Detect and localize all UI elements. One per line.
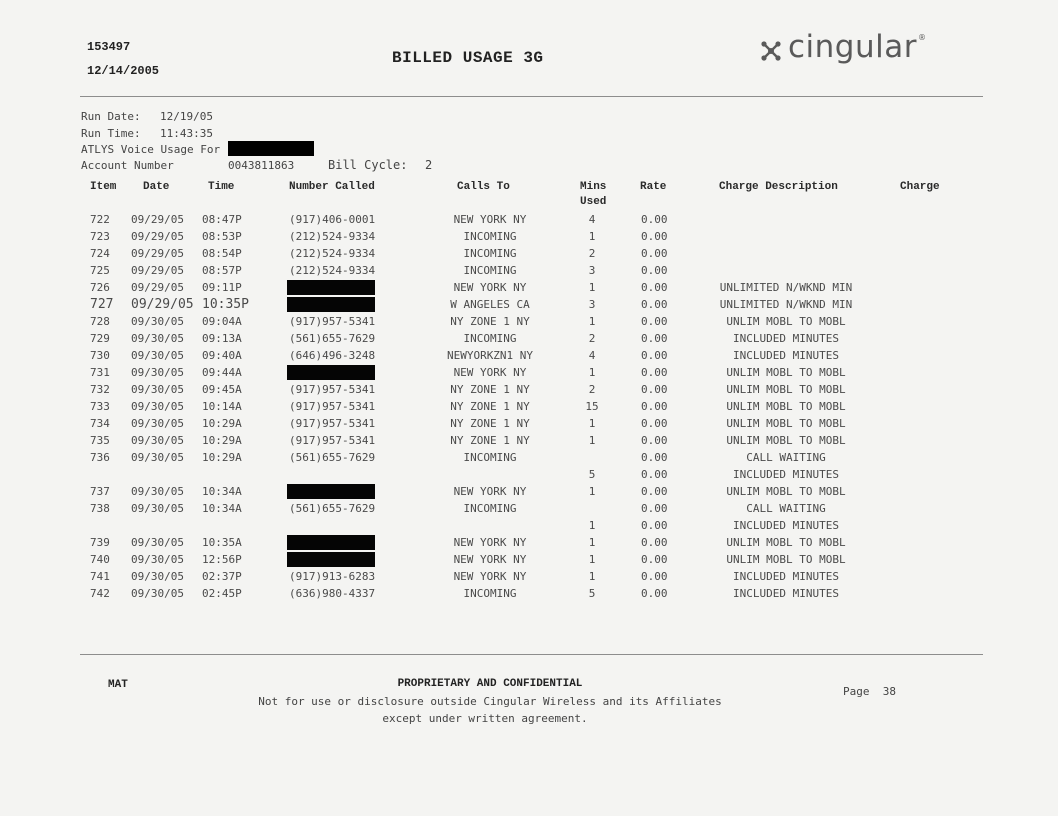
cell-charge-description: UNLIM MOBL TO MOBL: [726, 553, 846, 566]
cell-mins-used: 1: [588, 570, 596, 583]
cell-charge-description: INCLUDED MINUTES: [733, 468, 839, 481]
cell-date: 09/30/05: [131, 570, 184, 583]
redacted-number-block: [287, 297, 375, 312]
table-row: [0, 245, 1058, 262]
cell-item: 725: [90, 264, 110, 277]
cell-charge-description: INCLUDED MINUTES: [733, 332, 839, 345]
cell-number-called: (917)957-5341: [289, 315, 376, 328]
cell-item: 736: [90, 451, 110, 464]
cell-calls-to: NEW YORK NY: [453, 485, 527, 498]
footer-divider: [80, 654, 983, 655]
cell-time: 09:13A: [202, 332, 242, 345]
cell-time: 10:34A: [202, 485, 242, 498]
table-row: [0, 330, 1058, 347]
table-row: [0, 466, 1058, 483]
cell-mins-used: 4: [588, 213, 596, 226]
cell-item: 735: [90, 434, 110, 447]
cell-item: 724: [90, 247, 110, 260]
cell-number-called: (917)957-5341: [289, 400, 376, 413]
cell-rate: 0.00: [641, 485, 668, 498]
cell-item: 738: [90, 502, 110, 515]
cell-item: 723: [90, 230, 110, 243]
table-row: [0, 551, 1058, 568]
col-header-used: Used: [580, 196, 607, 208]
cell-mins-used: 1: [588, 536, 596, 549]
col-header-calls-to: Calls To: [457, 181, 510, 193]
cell-item: 733: [90, 400, 110, 413]
cell-number-called: (917)913-6283: [289, 570, 376, 583]
cell-item: 722: [90, 213, 110, 226]
cell-rate: 0.00: [641, 553, 668, 566]
cell-date: 09/30/05: [131, 451, 184, 464]
cell-item: 742: [90, 587, 110, 600]
cell-date: 09/30/05: [131, 536, 184, 549]
cell-item: 731: [90, 366, 110, 379]
cell-time: 10:34A: [202, 502, 242, 515]
run-time-label: Run Time:: [81, 127, 141, 140]
cell-rate: 0.00: [641, 366, 668, 379]
cell-number-called: (561)655-7629: [289, 502, 376, 515]
table-row: [0, 381, 1058, 398]
cell-calls-to: INCOMING: [463, 332, 517, 345]
cell-calls-to: NEW YORK NY: [453, 281, 527, 294]
cell-rate: 0.00: [641, 332, 668, 345]
cell-item: 739: [90, 536, 110, 549]
cell-rate: 0.00: [641, 434, 668, 447]
table-row: [0, 228, 1058, 245]
cell-date: 09/30/05: [131, 485, 184, 498]
cell-mins-used: 4: [588, 349, 596, 362]
redacted-number-block: [287, 365, 375, 380]
cell-number-called: (212)524-9334: [289, 264, 376, 277]
cell-time: 10:35P: [202, 297, 249, 312]
cell-charge-description: UNLIM MOBL TO MOBL: [726, 400, 846, 413]
cell-time: 09:45A: [202, 383, 242, 396]
page-label: Page: [843, 685, 870, 698]
table-row: [0, 211, 1058, 228]
cell-charge-description: CALL WAITING: [746, 451, 826, 464]
cell-mins-used: 2: [588, 332, 596, 345]
disclosure-line-2: except under written agreement.: [382, 712, 588, 725]
cell-rate: 0.00: [641, 400, 668, 413]
cell-calls-to: INCOMING: [463, 264, 517, 277]
cell-calls-to: W ANGELES CA: [450, 298, 530, 311]
col-header-charge: Charge: [900, 181, 940, 193]
cell-rate: 0.00: [641, 468, 668, 481]
cell-item: 730: [90, 349, 110, 362]
cingular-jack-icon: [758, 38, 784, 64]
footer-initials: MAT: [108, 679, 128, 691]
cell-rate: 0.00: [641, 264, 668, 277]
cell-calls-to: NEW YORK NY: [453, 553, 527, 566]
cell-date: 09/30/05: [131, 315, 184, 328]
cell-rate: 0.00: [641, 230, 668, 243]
cell-time: 09:44A: [202, 366, 242, 379]
cell-mins-used: 5: [588, 587, 596, 600]
page-number: 38: [882, 685, 896, 698]
cell-calls-to: NEW YORK NY: [453, 213, 527, 226]
document-id: 153497: [87, 40, 131, 54]
cell-calls-to: NY ZONE 1 NY: [450, 383, 530, 396]
table-row: [0, 483, 1058, 500]
cell-time: 10:29A: [202, 451, 242, 464]
cell-time: 02:45P: [202, 587, 242, 600]
logo-wordmark: cingular: [788, 29, 917, 65]
cell-item: 741: [90, 570, 110, 583]
col-header-rate: Rate: [640, 181, 667, 193]
cell-rate: 0.00: [641, 315, 668, 328]
cell-charge-description: UNLIM MOBL TO MOBL: [726, 485, 846, 498]
col-header-time: Time: [208, 181, 235, 193]
cell-time: 02:37P: [202, 570, 242, 583]
cell-item: 729: [90, 332, 110, 345]
cell-calls-to: INCOMING: [463, 502, 517, 515]
header-divider: [80, 96, 983, 97]
table-row: [0, 449, 1058, 466]
account-number-value: 0043811863: [228, 159, 295, 172]
cell-mins-used: 1: [588, 434, 596, 447]
page-title: BILLED USAGE 3G: [392, 49, 544, 67]
cell-mins-used: 1: [588, 366, 596, 379]
proprietary-notice: PROPRIETARY AND CONFIDENTIAL: [397, 678, 583, 690]
cell-charge-description: CALL WAITING: [746, 502, 826, 515]
cell-charge-description: UNLIM MOBL TO MOBL: [726, 434, 846, 447]
table-row: [0, 398, 1058, 415]
col-header-date: Date: [143, 181, 170, 193]
cell-item: 740: [90, 553, 110, 566]
table-row: [0, 415, 1058, 432]
cell-mins-used: 1: [588, 485, 596, 498]
cell-mins-used: 1: [588, 230, 596, 243]
table-row: [0, 262, 1058, 279]
cell-time: 10:29A: [202, 417, 242, 430]
cell-date: 09/29/05: [131, 297, 194, 312]
table-row: [0, 279, 1058, 296]
cell-calls-to: NY ZONE 1 NY: [450, 400, 530, 413]
cell-charge-description: INCLUDED MINUTES: [733, 519, 839, 532]
table-row: [0, 432, 1058, 449]
cell-charge-description: UNLIM MOBL TO MOBL: [726, 383, 846, 396]
cell-calls-to: INCOMING: [463, 247, 517, 260]
cell-time: 08:54P: [202, 247, 242, 260]
redacted-name-block: [228, 141, 314, 156]
cell-mins-used: 1: [588, 315, 596, 328]
cell-calls-to: NEWYORKZN1 NY: [446, 349, 534, 362]
cell-date: 09/29/05: [131, 281, 184, 294]
cell-item: 726: [90, 281, 110, 294]
cell-number-called: (212)524-9334: [289, 247, 376, 260]
cell-calls-to: NY ZONE 1 NY: [450, 417, 530, 430]
cell-rate: 0.00: [641, 247, 668, 260]
cell-number-called: (917)957-5341: [289, 417, 376, 430]
cell-item: 734: [90, 417, 110, 430]
cell-rate: 0.00: [641, 519, 668, 532]
cell-time: 10:14A: [202, 400, 242, 413]
cell-calls-to: INCOMING: [463, 587, 517, 600]
col-header-charge-description: Charge Description: [719, 181, 838, 193]
bill-cycle-value: 2: [425, 158, 433, 172]
cell-calls-to: NY ZONE 1 NY: [450, 434, 530, 447]
cell-date: 09/30/05: [131, 417, 184, 430]
cell-rate: 0.00: [641, 213, 668, 226]
cell-number-called: (917)957-5341: [289, 434, 376, 447]
table-row: [0, 364, 1058, 381]
cell-item: 737: [90, 485, 110, 498]
cell-calls-to: INCOMING: [463, 230, 517, 243]
bill-cycle-label: Bill Cycle:: [328, 158, 408, 172]
cell-calls-to: INCOMING: [463, 451, 517, 464]
cell-calls-to: NEW YORK NY: [453, 570, 527, 583]
cell-rate: 0.00: [641, 587, 668, 600]
cell-date: 09/30/05: [131, 553, 184, 566]
cell-date: 09/30/05: [131, 434, 184, 447]
cell-time: 10:35A: [202, 536, 242, 549]
table-row: [0, 347, 1058, 364]
cell-charge-description: INCLUDED MINUTES: [733, 349, 839, 362]
cell-item: 732: [90, 383, 110, 396]
run-date-label: Run Date:: [81, 110, 141, 123]
table-row: [0, 517, 1058, 534]
cell-number-called: (636)980-4337: [289, 587, 376, 600]
col-header-mins: Mins: [580, 181, 607, 193]
cell-calls-to: NEW YORK NY: [453, 536, 527, 549]
run-time-value: 11:43:35: [160, 127, 213, 140]
redacted-number-block: [287, 552, 375, 567]
cell-date: 09/30/05: [131, 349, 184, 362]
cell-rate: 0.00: [641, 570, 668, 583]
cell-date: 09/29/05: [131, 264, 184, 277]
registered-mark: ®: [917, 33, 926, 42]
cell-time: 09:40A: [202, 349, 242, 362]
cell-mins-used: 3: [588, 298, 596, 311]
cell-item: 727: [90, 297, 114, 312]
cell-rate: 0.00: [641, 383, 668, 396]
page-indicator: [843, 685, 896, 698]
cell-time: 12:56P: [202, 553, 242, 566]
redacted-number-block: [287, 484, 375, 499]
document-date: 12/14/2005: [87, 64, 160, 78]
cell-charge-description: UNLIM MOBL TO MOBL: [726, 417, 846, 430]
cell-rate: 0.00: [641, 417, 668, 430]
cell-charge-description: UNLIM MOBL TO MOBL: [726, 536, 846, 549]
table-row: [0, 585, 1058, 602]
redacted-number-block: [287, 535, 375, 550]
cell-date: 09/30/05: [131, 502, 184, 515]
cell-rate: 0.00: [641, 298, 668, 311]
cell-mins-used: 1: [588, 519, 596, 532]
cell-time: 09:04A: [202, 315, 242, 328]
cell-mins-used: 1: [588, 417, 596, 430]
cell-charge-description: UNLIMITED N/WKND MIN: [719, 281, 853, 294]
cingular-logo: [758, 27, 926, 67]
cell-number-called: (212)524-9334: [289, 230, 376, 243]
cell-mins-used: 2: [588, 383, 596, 396]
cell-time: 08:47P: [202, 213, 242, 226]
table-row: [0, 313, 1058, 330]
table-row: [0, 534, 1058, 551]
cell-rate: 0.00: [641, 281, 668, 294]
cell-date: 09/30/05: [131, 400, 184, 413]
cell-number-called: (646)496-3248: [289, 349, 376, 362]
cell-rate: 0.00: [641, 451, 668, 464]
table-row: [0, 500, 1058, 517]
table-row: [0, 568, 1058, 585]
cell-rate: 0.00: [641, 536, 668, 549]
cell-mins-used: 3: [588, 264, 596, 277]
redacted-number-block: [287, 280, 375, 295]
run-date-value: 12/19/05: [160, 110, 213, 123]
usage-for-label: ATLYS Voice Usage For: [81, 143, 221, 156]
account-number-label: Account Number: [81, 159, 174, 172]
cell-mins-used: 1: [588, 281, 596, 294]
cell-date: 09/30/05: [131, 366, 184, 379]
cell-calls-to: NEW YORK NY: [453, 366, 527, 379]
cell-charge-description: UNLIM MOBL TO MOBL: [726, 366, 846, 379]
cell-time: 10:29A: [202, 434, 242, 447]
cell-number-called: (561)655-7629: [289, 451, 376, 464]
col-header-number-called: Number Called: [289, 181, 375, 193]
cell-date: 09/29/05: [131, 230, 184, 243]
cell-charge-description: UNLIM MOBL TO MOBL: [726, 315, 846, 328]
cell-mins-used: 5: [588, 468, 596, 481]
cell-charge-description: UNLIMITED N/WKND MIN: [719, 298, 853, 311]
cell-charge-description: INCLUDED MINUTES: [733, 587, 839, 600]
cell-time: 08:53P: [202, 230, 242, 243]
cell-time: 08:57P: [202, 264, 242, 277]
cell-item: 728: [90, 315, 110, 328]
cell-date: 09/29/05: [131, 213, 184, 226]
disclosure-line-1: Not for use or disclosure outside Cingular Wireless and its Affiliates: [258, 695, 722, 708]
col-header-item: Item: [90, 181, 117, 193]
table-row: [0, 296, 1058, 313]
cell-mins-used: 1: [588, 553, 596, 566]
cell-mins-used: 15: [585, 400, 599, 413]
cell-number-called: (917)957-5341: [289, 383, 376, 396]
cell-date: 09/30/05: [131, 332, 184, 345]
cell-rate: 0.00: [641, 502, 668, 515]
cell-mins-used: 2: [588, 247, 596, 260]
cell-number-called: (917)406-0001: [289, 213, 376, 226]
cell-charge-description: INCLUDED MINUTES: [733, 570, 839, 583]
cell-time: 09:11P: [202, 281, 242, 294]
cell-date: 09/30/05: [131, 587, 184, 600]
cell-date: 09/30/05: [131, 383, 184, 396]
cell-calls-to: NY ZONE 1 NY: [450, 315, 530, 328]
cell-rate: 0.00: [641, 349, 668, 362]
cell-number-called: (561)655-7629: [289, 332, 376, 345]
cell-date: 09/29/05: [131, 247, 184, 260]
